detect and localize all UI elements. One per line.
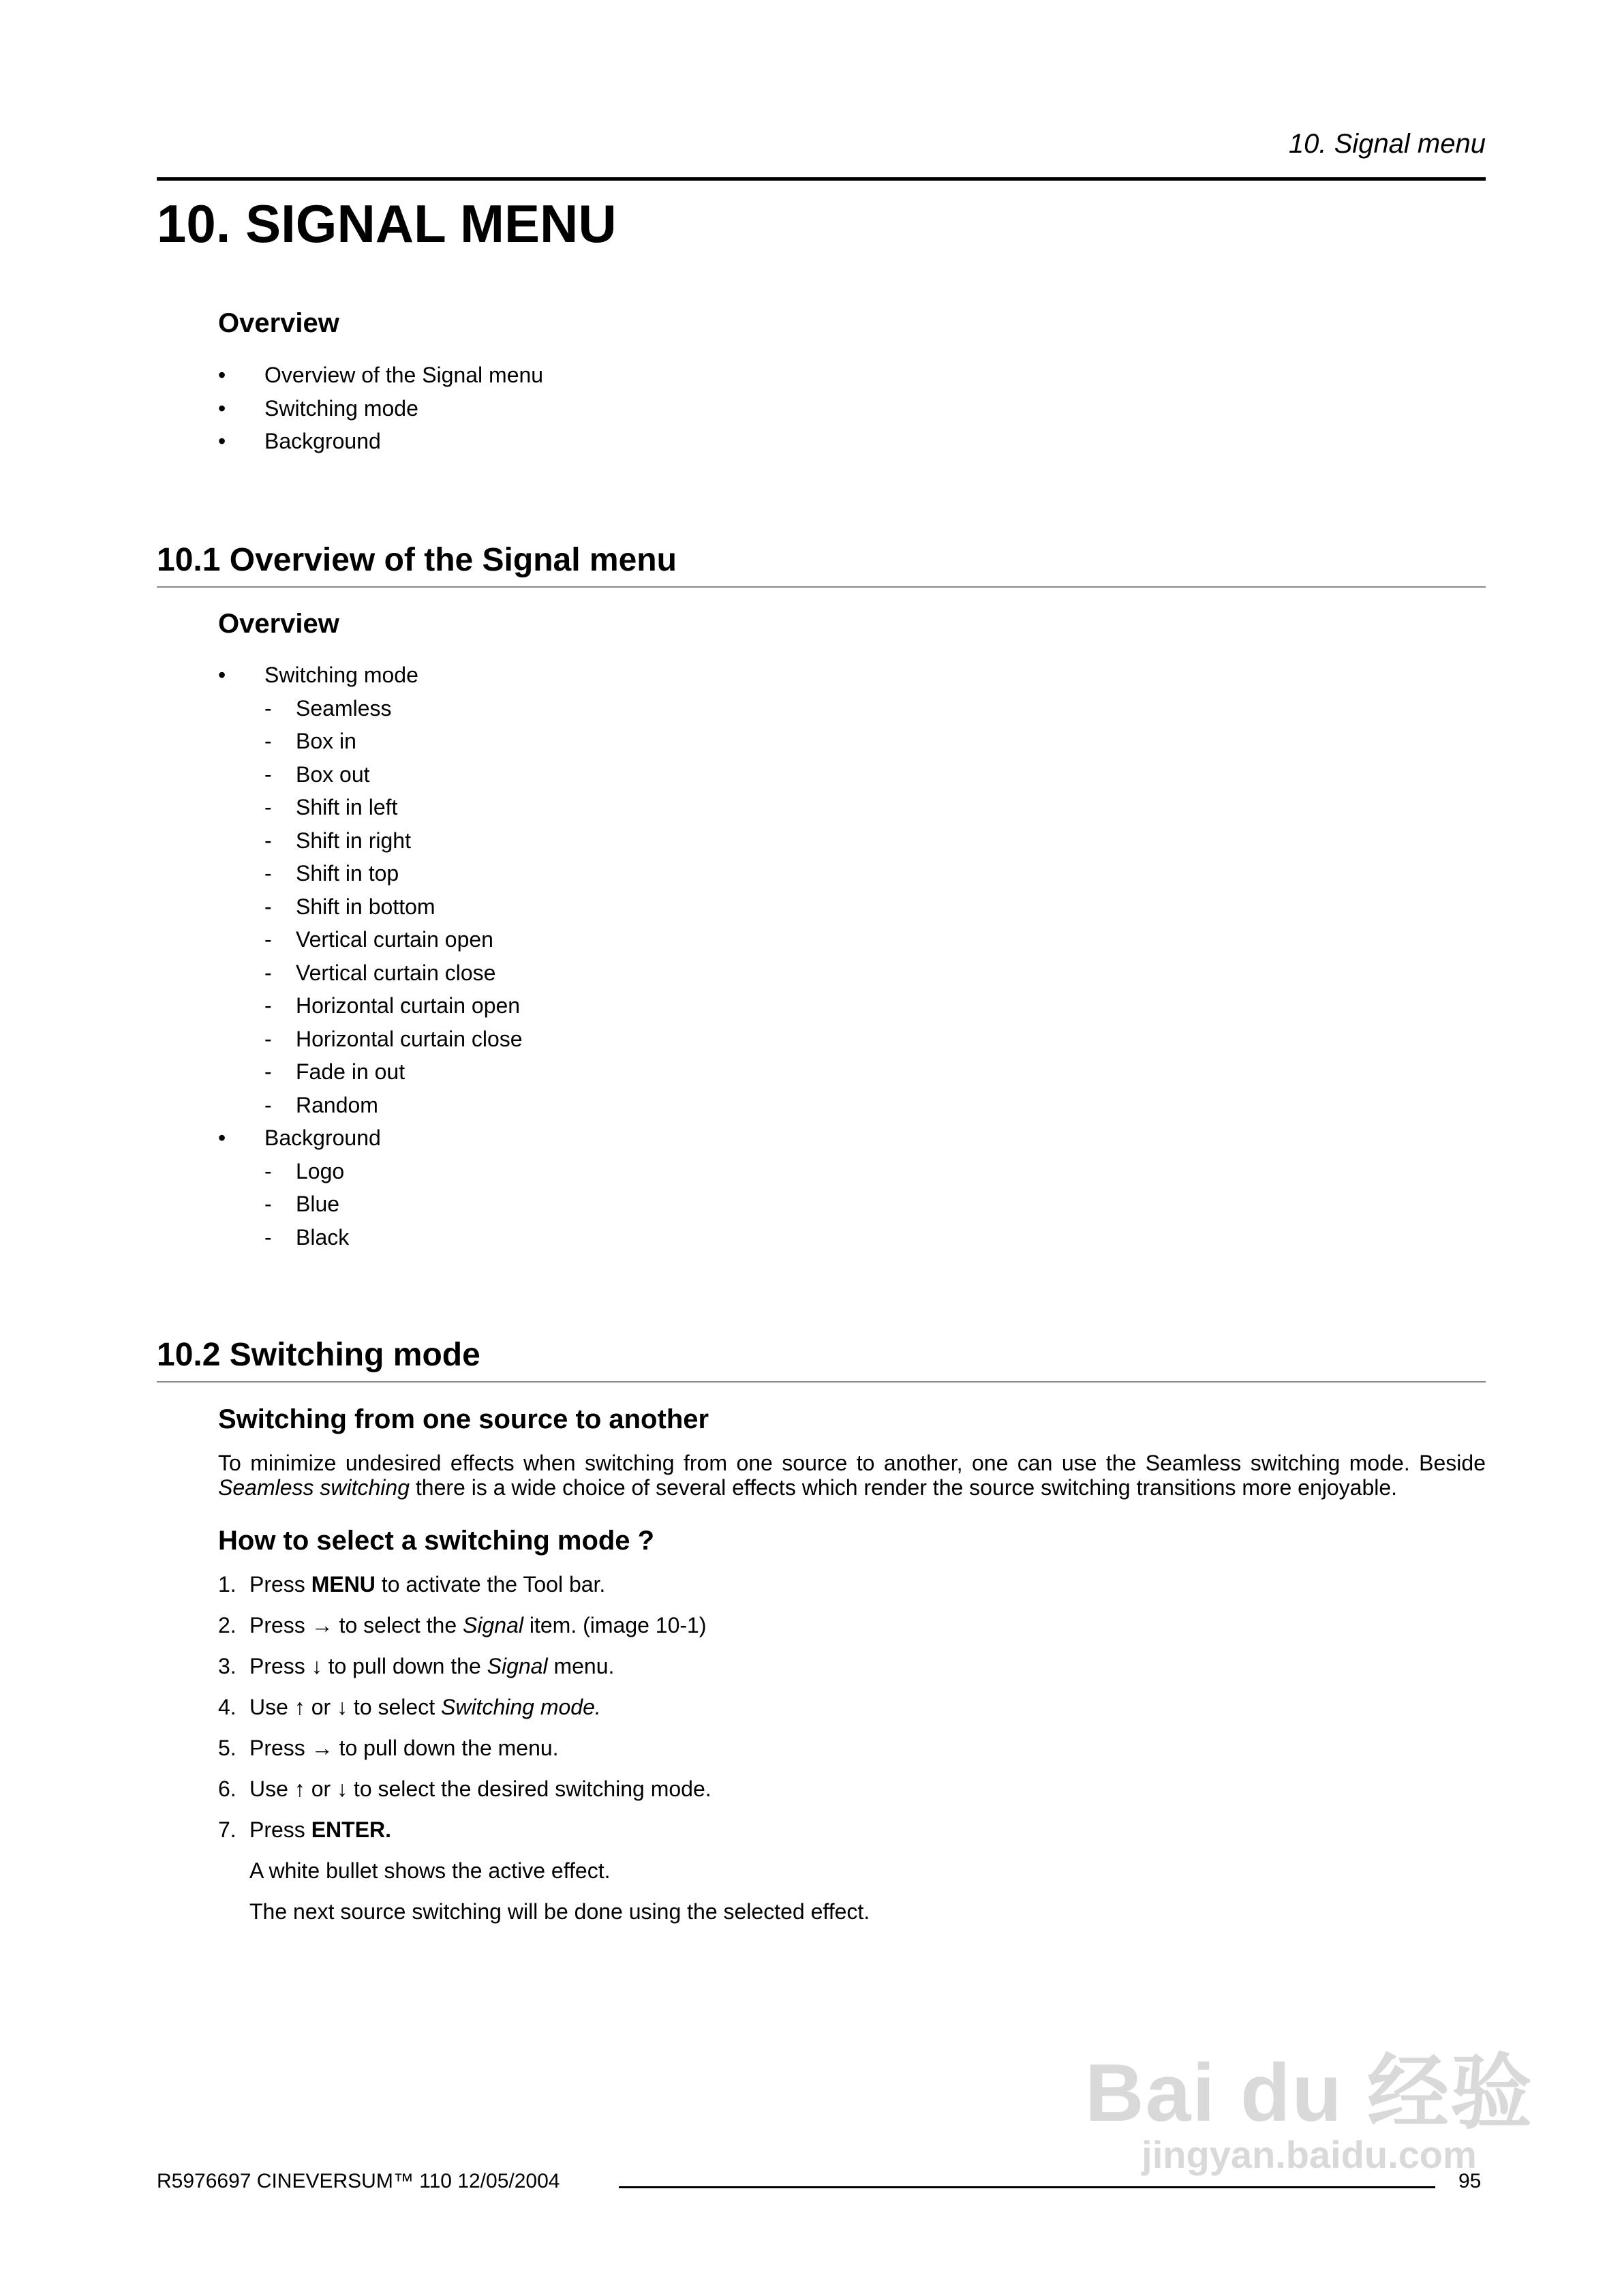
step-number: 3.: [218, 1654, 236, 1678]
list-item: [218, 989, 523, 1023]
list-item-text: Fade in out: [296, 1059, 406, 1084]
header-rule: [157, 177, 1486, 181]
step-number: 2.: [218, 1613, 236, 1637]
step-number: 4.: [218, 1695, 236, 1719]
list-item: [218, 725, 523, 758]
dash-mark: -: [264, 1092, 272, 1117]
step-text: Press: [249, 1817, 311, 1842]
step-note-2: The next source switching will be done using the selected effect.: [249, 1899, 870, 1924]
step-emphasis: Signal: [463, 1613, 523, 1637]
chapter-title: 10. SIGNAL MENU: [157, 194, 617, 254]
paragraph-text: To minimize undesired effects when switching from one source to another, one can use the Seamless switching mode. Beside: [218, 1451, 1486, 1475]
list-item: [218, 956, 523, 990]
dash-mark: -: [264, 960, 272, 985]
step-number: 5.: [218, 1736, 236, 1760]
dash-mark: -: [264, 927, 272, 952]
list-item-text: Vertical curtain close: [296, 960, 496, 985]
paragraph-text: there is a wide choice of several effects which render the source switching transitions more enjoyable.: [410, 1475, 1398, 1500]
step-item: [218, 1654, 711, 1695]
step-text: Press → to pull down the menu.: [249, 1736, 559, 1760]
list-item-text: Seamless: [296, 695, 392, 721]
page-number: 95: [1458, 2170, 1482, 2192]
dash-mark: -: [264, 1158, 272, 1183]
list-item: [218, 1089, 523, 1122]
dash-mark: -: [264, 695, 272, 721]
list-item: [218, 1121, 381, 1155]
step-emphasis: Switching mode.: [440, 1695, 601, 1719]
section-1-rule: [157, 586, 1486, 588]
step-item: [218, 1817, 711, 1858]
step-text: Use ↑ or ↓ to select: [249, 1695, 441, 1719]
step-number: 1.: [218, 1572, 236, 1597]
step-number: 6.: [218, 1777, 236, 1801]
how-to-subheading: How to select a switching mode ?: [218, 1526, 655, 1556]
step-note-1: A white bullet shows the active effect.: [249, 1858, 611, 1883]
steps-list: [218, 1572, 711, 1858]
step-text: Press ↓ to pull down the: [249, 1654, 487, 1678]
watermark-url: jingyan.baidu.com: [1142, 2133, 1477, 2176]
paragraph-emphasis: Seamless switching: [218, 1475, 410, 1500]
list-item-text: Black: [296, 1224, 350, 1250]
watermark: [1084, 2047, 1533, 2176]
list-item-text: Random: [296, 1092, 378, 1117]
switching-mode-sublist: [218, 692, 523, 1122]
list-item-text: Shift in right: [296, 828, 411, 853]
list-item-text: Box in: [296, 729, 356, 753]
footer-text: R5976697 CINEVERSUM™ 110 12/05/2004: [157, 2170, 560, 2192]
footer-rule: [619, 2186, 1435, 2188]
bullet-mark: •: [218, 429, 226, 453]
switching-paragraph: [218, 1451, 1486, 1500]
section-2-title: 10.2 Switching mode: [157, 1337, 480, 1373]
section-1-bullet-list: [218, 659, 418, 692]
list-item: [218, 758, 523, 791]
bullet-mark: •: [218, 363, 226, 387]
switching-subheading: Switching from one source to another: [218, 1404, 709, 1434]
step-text: item. (image 10-1): [523, 1613, 707, 1637]
bullet-mark: •: [218, 663, 226, 687]
list-item: [218, 692, 523, 725]
list-item-text: Horizontal curtain open: [296, 993, 521, 1018]
step-text: Press: [249, 1572, 311, 1597]
step-text: to activate the Tool bar.: [375, 1572, 606, 1597]
dash-mark: -: [264, 1192, 272, 1216]
bullet-mark: •: [218, 395, 226, 421]
list-item: [218, 1055, 523, 1089]
step-item: [218, 1777, 711, 1817]
list-item: [218, 824, 523, 858]
step-key: ENTER.: [311, 1817, 392, 1842]
step-item: [218, 1695, 711, 1736]
list-item-text: Shift in bottom: [296, 894, 435, 919]
dash-mark: -: [264, 993, 272, 1018]
list-item: [218, 359, 543, 392]
list-item: [218, 890, 523, 924]
list-item: [218, 1023, 523, 1056]
list-item: [218, 791, 523, 824]
list-item-text: Vertical curtain open: [296, 927, 493, 952]
dash-mark: -: [264, 1224, 272, 1250]
dash-mark: -: [264, 795, 272, 819]
section-2-rule: [157, 1381, 1486, 1383]
dash-mark: -: [264, 894, 272, 919]
intro-overview-heading: Overview: [218, 308, 339, 338]
step-emphasis: Signal: [487, 1654, 548, 1678]
list-item: [218, 392, 543, 425]
list-item-text: Switching mode: [264, 395, 418, 421]
section-1-bullet-list-2: [218, 1121, 381, 1155]
section-1-overview-heading: Overview: [218, 609, 339, 639]
background-sublist: [218, 1155, 349, 1254]
step-item: [218, 1572, 711, 1613]
list-item-text: Shift in top: [296, 861, 399, 886]
list-item: [218, 659, 418, 692]
dash-mark: -: [264, 729, 272, 753]
dash-mark: -: [264, 1026, 272, 1051]
list-item-text: Shift in left: [296, 795, 398, 819]
list-item-text: Logo: [296, 1158, 345, 1183]
section-1-title: 10.1 Overview of the Signal menu: [157, 542, 677, 578]
dash-mark: -: [264, 1059, 272, 1084]
step-text: Use ↑ or ↓ to select the desired switching mode.: [249, 1777, 711, 1801]
list-item-text: Horizontal curtain close: [296, 1026, 523, 1051]
list-item: [218, 923, 523, 956]
list-item: [218, 1221, 349, 1254]
list-item-text: Box out: [296, 761, 370, 787]
bullet-mark: •: [218, 1126, 226, 1150]
step-text: menu.: [547, 1654, 615, 1678]
list-item-text: Blue: [296, 1192, 340, 1216]
list-item: [218, 857, 523, 890]
step-number: 7.: [218, 1817, 236, 1842]
step-item: [218, 1613, 711, 1654]
dash-mark: -: [264, 861, 272, 886]
step-text: Press → to select the: [249, 1613, 463, 1637]
list-item-text: Background: [264, 429, 381, 453]
list-item: [218, 425, 543, 458]
intro-bullet-list: [218, 359, 543, 458]
list-item: [218, 1188, 349, 1221]
list-item-text: Overview of the Signal menu: [264, 363, 544, 387]
dash-mark: -: [264, 828, 272, 853]
list-item-text: Background: [264, 1126, 381, 1150]
running-header: 10. Signal menu: [1288, 129, 1486, 159]
step-item: [218, 1736, 711, 1777]
list-item: [218, 1155, 349, 1188]
watermark-logo: Bai du 经验: [1084, 2047, 1533, 2139]
list-item-text: Switching mode: [264, 663, 418, 687]
step-key: MENU: [311, 1572, 376, 1597]
dash-mark: -: [264, 761, 272, 787]
